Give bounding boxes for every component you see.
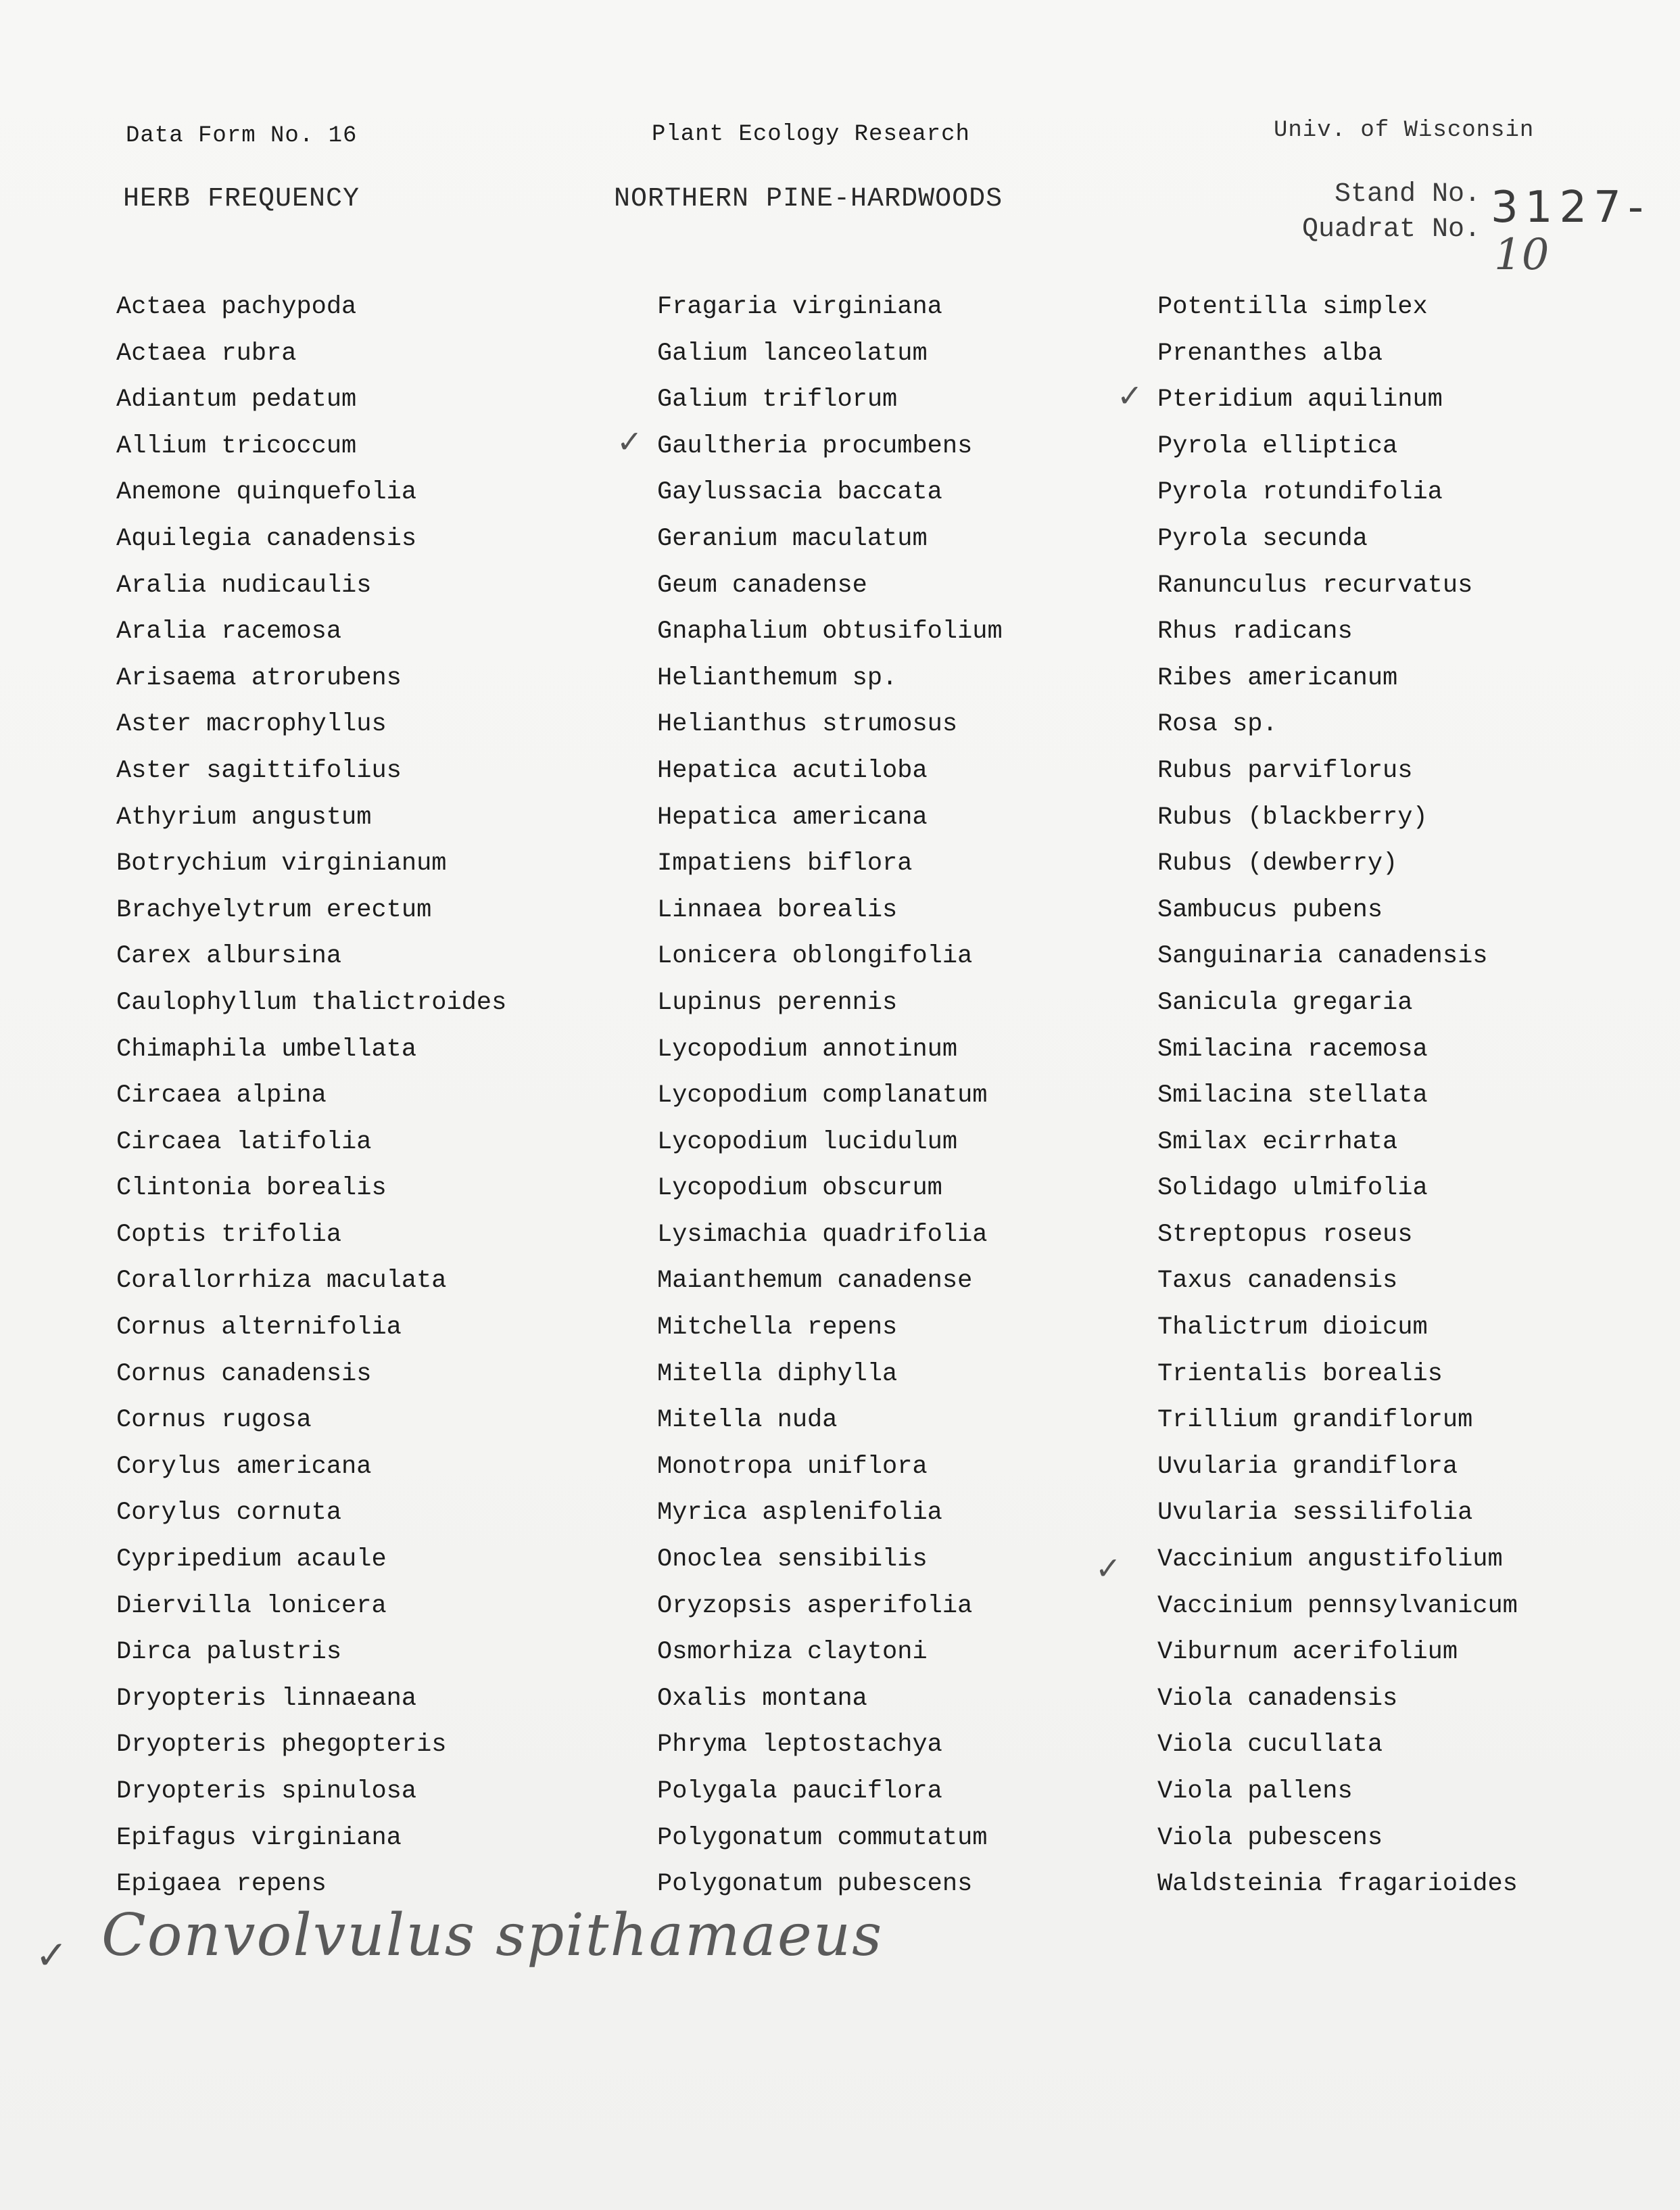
species-item: Polygonatum commutatum (657, 1823, 988, 1852)
species-item: Uvularia sessilifolia (1157, 1499, 1473, 1528)
species-item: Sanicula gregaria (1157, 988, 1413, 1017)
species-item: Helianthus strumosus (657, 710, 958, 739)
species-item: Geranium maculatum (657, 524, 928, 553)
species-item: Circaea alpina (116, 1081, 327, 1110)
species-item: Cornus canadensis (116, 1359, 372, 1388)
species-item: Fragaria virginiana (657, 293, 942, 321)
species-item: Diervilla lonicera (116, 1591, 387, 1620)
species-item: Lycopodium lucidulum (657, 1127, 958, 1156)
species-item: Anemone quinquefolia (116, 478, 417, 507)
species-item: Potentilla simplex (1157, 293, 1428, 321)
species-item: Arisaema atrorubens (116, 663, 402, 692)
species-item: Mitchella repens (657, 1313, 898, 1342)
species-item: Athyrium angustum (116, 803, 372, 832)
stand-label: Stand No. (1334, 179, 1481, 210)
species-item: Myrica asplenifolia (657, 1499, 942, 1528)
species-item: Hepatica americana (657, 803, 928, 832)
species-item: Hepatica acutiloba (657, 756, 928, 785)
species-item: Dryopteris phegopteris (116, 1731, 447, 1760)
species-item: Cypripedium acaule (116, 1545, 387, 1574)
species-column-3 (1157, 284, 1518, 1908)
species-item: Uvularia grandiflora (1157, 1452, 1458, 1481)
species-item: Rubus (blackberry) (1157, 803, 1428, 832)
species-item: Oryzopsis asperifolia (657, 1591, 973, 1620)
species-item: Smilax ecirrhata (1157, 1127, 1398, 1156)
species-item: Solidago ulmifolia (1157, 1174, 1428, 1203)
species-item: Taxus canadensis (1157, 1267, 1398, 1296)
species-item: Polygala pauciflora (657, 1777, 942, 1806)
species-item: Gnaphalium obtusifolium (657, 617, 1003, 646)
species-item: Lysimachia quadrifolia (657, 1220, 988, 1249)
species-item: Allium tricoccum (116, 431, 357, 461)
species-item: Aralia racemosa (116, 617, 342, 646)
species-item: Prenanthes alba (1157, 339, 1383, 368)
species-item: Aster macrophyllus (116, 710, 387, 739)
quadrat-number-handwritten: 10 (1494, 230, 1550, 280)
species-item: Mitella diphylla (657, 1359, 898, 1388)
community-type: NORTHERN PINE-HARDWOODS (614, 184, 1003, 214)
species-item: Coptis trifolia (116, 1220, 342, 1249)
species-item: Actaea rubra (116, 339, 297, 368)
species-item: Helianthemum sp. (657, 663, 898, 692)
species-item: Corylus cornuta (116, 1499, 342, 1528)
species-item: Aquilegia canadensis (116, 524, 417, 553)
species-item: Lycopodium complanatum (657, 1081, 988, 1110)
species-item: Pyrola secunda (1157, 524, 1368, 553)
species-column-2 (657, 284, 1003, 1908)
species-item: Galium triflorum (657, 385, 898, 415)
species-item: Rubus parviflorus (1157, 756, 1413, 785)
species-item: Waldsteinia fragarioides (1157, 1870, 1518, 1899)
check-mark-icon: ✓ (1095, 1550, 1122, 1586)
species-item: Viola cucullata (1157, 1731, 1383, 1760)
species-item: Dirca palustris (116, 1638, 342, 1667)
species-item: Rubus (dewberry) (1157, 849, 1398, 878)
program-name: Plant Ecology Research (652, 122, 970, 147)
species-item: Corylus americana (116, 1452, 372, 1481)
species-item: Clintonia borealis (116, 1174, 387, 1203)
species-item: Galium lanceolatum (657, 339, 928, 368)
species-item: Epigaea repens (116, 1870, 327, 1899)
species-item: Gaultheria procumbens (657, 431, 973, 461)
species-item: Trillium grandiflorum (1157, 1406, 1473, 1435)
species-item: Adiantum pedatum (116, 385, 357, 415)
species-item: Lycopodium obscurum (657, 1174, 942, 1203)
species-item: Circaea latifolia (116, 1127, 372, 1156)
species-item: Trientalis borealis (1157, 1359, 1443, 1388)
species-item: Oxalis montana (657, 1684, 867, 1713)
species-item: Viola canadensis (1157, 1684, 1398, 1713)
check-mark-icon: ✓ (617, 423, 643, 460)
species-item: Phryma leptostachya (657, 1731, 942, 1760)
species-item: Vaccinium pennsylvanicum (1157, 1591, 1518, 1620)
species-item: Cornus rugosa (116, 1406, 312, 1435)
form-number: Data Form No. 16 (126, 123, 358, 149)
species-item: Carex albursina (116, 942, 342, 971)
species-item: Geum canadense (657, 571, 867, 600)
species-item: Gaylussacia baccata (657, 478, 942, 507)
species-item: Dryopteris spinulosa (116, 1777, 417, 1806)
species-item: Aster sagittifolius (116, 756, 402, 785)
species-item: Aralia nudicaulis (116, 571, 372, 600)
species-item: Viola pallens (1157, 1777, 1353, 1806)
species-item: Monotropa uniflora (657, 1452, 928, 1481)
species-item: Osmorhiza claytoni (657, 1638, 928, 1667)
species-item: Chimaphila umbellata (116, 1035, 417, 1064)
species-item: Corallorrhiza maculata (116, 1267, 447, 1296)
species-item: Dryopteris linnaeana (116, 1684, 417, 1713)
species-item: Streptopus roseus (1157, 1220, 1413, 1249)
stand-number-handwritten: 3127- (1491, 183, 1650, 233)
species-item: Sambucus pubens (1157, 895, 1383, 924)
species-item: Cornus alternifolia (116, 1313, 402, 1342)
species-item: Impatiens biflora (657, 849, 913, 878)
species-item: Thalictrum dioicum (1157, 1313, 1428, 1342)
species-item: Lonicera oblongifolia (657, 942, 973, 971)
species-column-1 (116, 284, 506, 1908)
species-item: Polygonatum pubescens (657, 1870, 973, 1899)
form-title: HERB FREQUENCY (123, 184, 360, 214)
species-item: Caulophyllum thalictroides (116, 988, 507, 1017)
check-mark-icon: ✓ (35, 1932, 68, 1978)
handwritten-species-addition: Convolvulus spithamaeus (101, 1902, 884, 1969)
species-item: Ribes americanum (1157, 663, 1398, 692)
species-item: Viburnum acerifolium (1157, 1638, 1458, 1667)
species-item: Rosa sp. (1157, 710, 1278, 739)
species-item: Smilacina stellata (1157, 1081, 1428, 1110)
species-item: Lycopodium annotinum (657, 1035, 958, 1064)
species-item: Pyrola rotundifolia (1157, 478, 1443, 507)
university-name: Univ. of Wisconsin (1274, 118, 1535, 143)
species-item: Sanguinaria canadensis (1157, 942, 1488, 971)
species-item: Actaea pachypoda (116, 293, 357, 321)
species-item: Lupinus perennis (657, 988, 898, 1017)
species-item: Epifagus virginiana (116, 1823, 402, 1852)
species-item: Viola pubescens (1157, 1823, 1383, 1852)
species-item: Botrychium virginianum (116, 849, 447, 878)
quadrat-label: Quadrat No. (1301, 214, 1481, 245)
species-item: Onoclea sensibilis (657, 1545, 928, 1574)
species-item: Ranunculus recurvatus (1157, 571, 1473, 600)
species-item: Pyrola elliptica (1157, 431, 1398, 461)
species-item: Linnaea borealis (657, 895, 898, 924)
species-item: Vaccinium angustifolium (1157, 1545, 1503, 1574)
species-item: Pteridium aquilinum (1157, 385, 1443, 415)
stand-quadrat-labels (1291, 177, 1481, 248)
species-item: Maianthemum canadense (657, 1267, 973, 1296)
species-item: Brachyelytrum erectum (116, 895, 432, 924)
species-item: Rhus radicans (1157, 617, 1353, 646)
species-item: Smilacina racemosa (1157, 1035, 1428, 1064)
species-item: Mitella nuda (657, 1406, 838, 1435)
check-mark-icon: ✓ (1117, 377, 1143, 414)
